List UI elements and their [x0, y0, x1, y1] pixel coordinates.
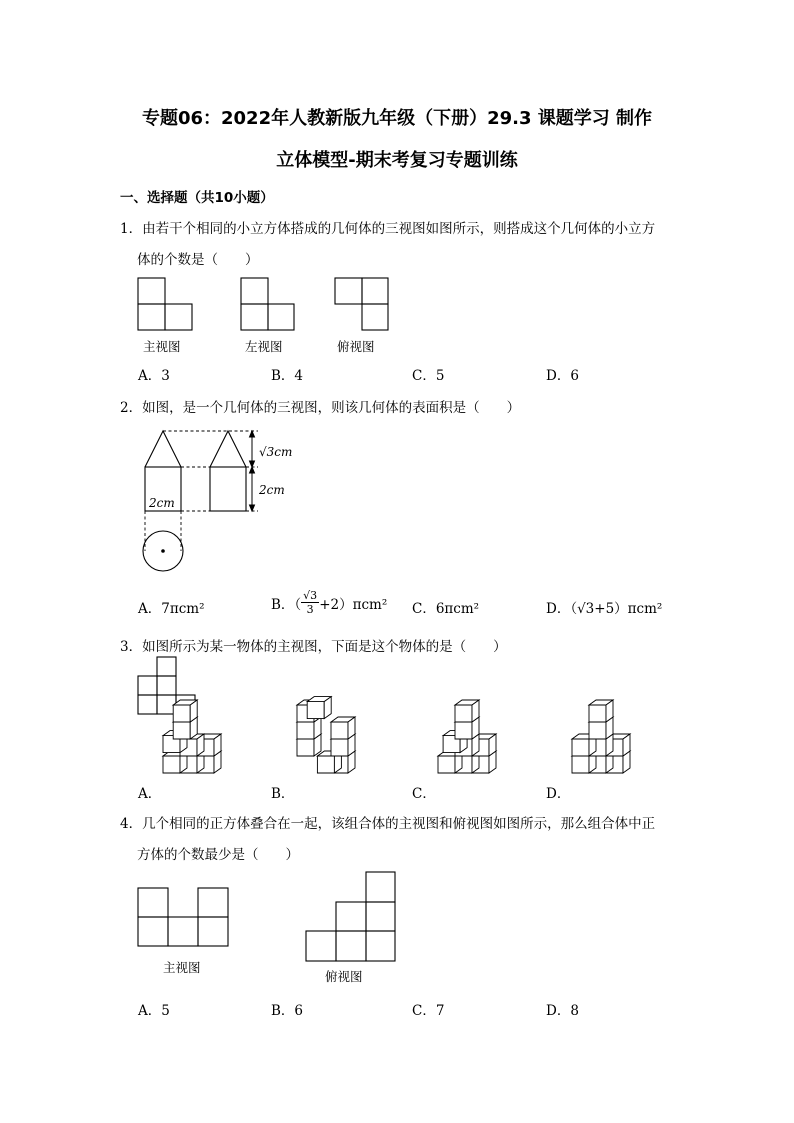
q1-text-line1: 1．由若干个相同的小立方体搭成的几何体的三视图如图所示，则搭成这个几何体的小立方 — [120, 221, 656, 237]
page-title-line2: 立体模型-期末考复习专题训练 — [276, 150, 518, 171]
q2-option-b-prefix: B．（ — [271, 596, 302, 613]
q1-option-b[interactable]: B．4 — [271, 368, 304, 384]
q4-option-b[interactable]: B．6 — [271, 1003, 304, 1019]
q4-option-a[interactable]: A．5 — [138, 1003, 170, 1019]
q2-option-b-numerator: √3 — [303, 589, 318, 602]
section-heading: 一、选择题（共10小题） — [120, 190, 274, 206]
page-title-line1: 专题06：2022年人教新版九年级（下册）29.3 课题学习 制作 — [141, 108, 653, 129]
q4-text-line1: 4．几个相同的正方体叠合在一起，该组合体的主视图和俯视图如图所示，那么组合体中正 — [120, 816, 656, 832]
q4-option-c[interactable]: C．7 — [412, 1003, 445, 1019]
q2-dimension-sqrt3-label: √3cm — [259, 445, 293, 459]
q1-caption-left-view: 左视图 — [245, 339, 283, 354]
q3-text: 3．如图所示为某一物体的主视图，下面是这个物体的是（ ） — [120, 639, 507, 655]
q4-caption-main-view: 主视图 — [163, 960, 201, 975]
q1-option-c[interactable]: C．5 — [412, 368, 445, 384]
q1-text-line2: 体的个数是（ ） — [137, 252, 259, 268]
q1-option-d[interactable]: D．6 — [546, 368, 579, 384]
q4-caption-top-view: 俯视图 — [325, 969, 363, 984]
q1-option-a[interactable]: A．3 — [138, 368, 170, 384]
q2-option-b-suffix: +2）πcm² — [319, 596, 388, 613]
q2-option-b-denominator: 3 — [306, 603, 314, 616]
q3-option-a[interactable]: A． — [138, 786, 162, 802]
q2-dimension-2cm-width-label: 2cm — [149, 496, 175, 510]
q4-option-d[interactable]: D．8 — [546, 1003, 579, 1019]
q2-option-a[interactable]: A．7πcm² — [138, 601, 205, 617]
q3-option-b[interactable]: B． — [271, 786, 295, 802]
q4-text-line2: 方体的个数最少是（ ） — [137, 847, 299, 863]
q1-caption-top-view: 俯视图 — [337, 339, 375, 354]
q2-option-d[interactable]: D．（√3+5）πcm² — [546, 601, 663, 617]
q3-option-d[interactable]: D． — [546, 786, 571, 802]
q2-text: 2．如图，是一个几何体的三视图，则该几何体的表面积是（ ） — [120, 400, 521, 416]
q2-option-c[interactable]: C．6πcm² — [412, 601, 480, 617]
q2-dimension-2cm-height-label: 2cm — [259, 483, 285, 497]
q3-option-c[interactable]: C． — [412, 786, 436, 802]
q1-caption-main-view: 主视图 — [143, 339, 181, 354]
